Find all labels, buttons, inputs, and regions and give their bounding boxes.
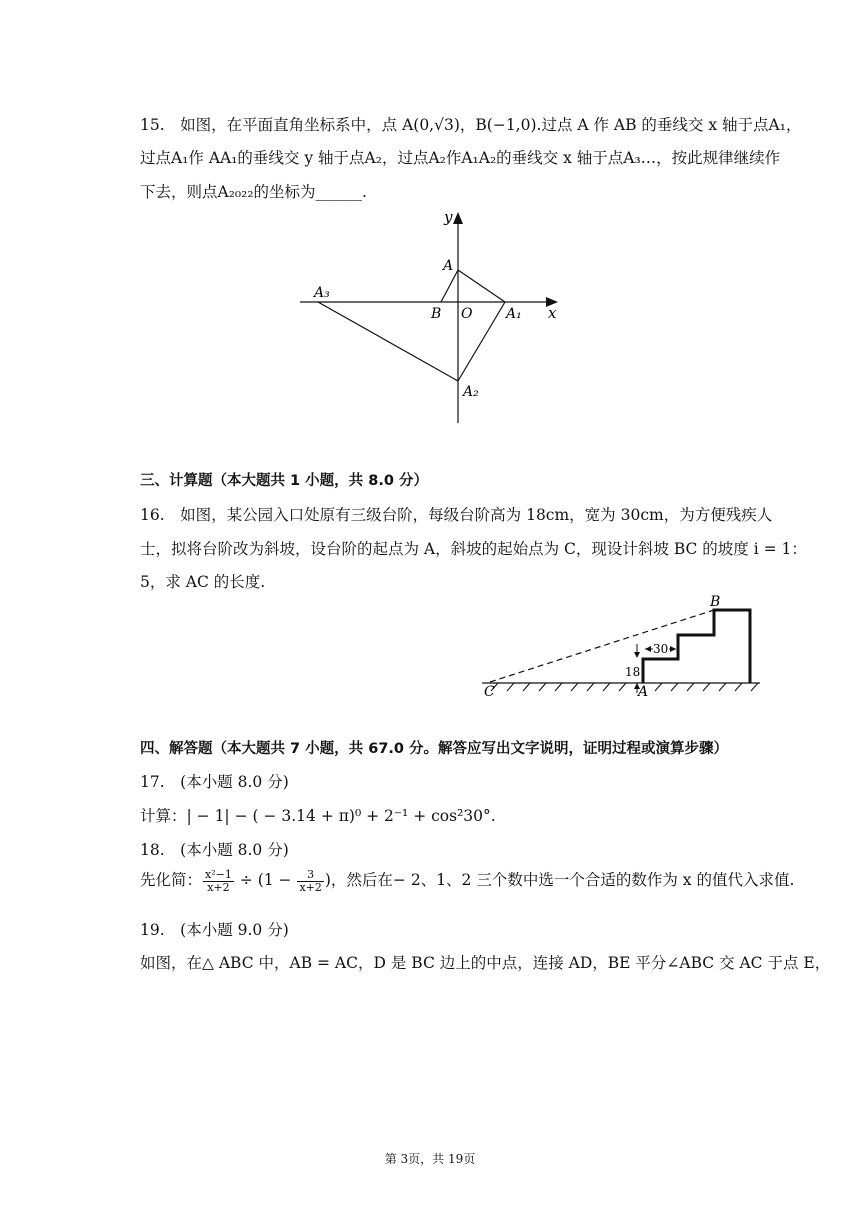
ground-hatching [491, 683, 758, 691]
q18-head: 18. (本小题 8.0 分) [140, 841, 289, 859]
q16-line-3: 5，求 AC 的长度. [140, 573, 266, 591]
page-footer: 第 3页，共 19页 [384, 1152, 476, 1166]
label-c16: C [484, 684, 495, 700]
label-o: O [461, 306, 473, 322]
q18-fraction-1: $\frac{\text{x²−1}}{x+2}$ [205, 867, 232, 894]
path-a-b-a1 [441, 270, 505, 302]
label-a: A [443, 258, 454, 274]
q17-head: 17. (本小题 8.0 分) [140, 773, 289, 791]
label-a16: A [638, 684, 649, 700]
y-axis-arrow [453, 212, 463, 224]
label-b: B [431, 306, 442, 322]
q16-stairs-figure [0, 592, 860, 702]
width-label: 30 [653, 642, 669, 656]
q18-body [140, 868, 794, 894]
q18-mid: ÷ (1 − [234, 871, 297, 889]
label-a3: A₃ [314, 285, 330, 301]
slope-bc [490, 610, 714, 682]
section-3-title: 三、计算题（本大题共 1 小题，共 8.0 分） [140, 473, 428, 489]
q18-suffix: )，然后在− 2、1、2 三个数中选一个合适的数作为 x 的值代入求值. [324, 871, 795, 889]
q15-coordinate-figure [0, 200, 860, 430]
q19-body: 如图，在△ ABC 中，AB = AC，D 是 BC 边上的中点，连接 AD，BE 平分∠ABC 交 AC 于点 E， [140, 954, 831, 972]
q15-line-3: 下去，则点A₂₀₂₂的坐标为______. [140, 183, 367, 201]
q15-line-1: 15. 如图，在平面直角坐标系中，点 A(0,√3)，B(−1,0).过点 A 作 AB 的垂线交 x 轴于点A₁， [140, 116, 802, 134]
section-4-title: 四、解答题（本大题共 7 小题，共 67.0 分。解答应写出文字说明，证明过程或演算步骤） [140, 741, 729, 757]
label-a2: A₂ [463, 384, 479, 400]
q18-fraction-2: $\frac{3}{x+2}$ [299, 867, 322, 894]
label-b16: B [710, 594, 721, 610]
q17-body: 计算：| − 1| − ( − 3.14 + π)⁰ + 2⁻¹ + cos²30°. [140, 807, 496, 825]
height-label: 18 [625, 665, 641, 679]
q16-line-2: 士，拟将台阶改为斜坡，设台阶的起点为 A，斜坡的起始点为 C，现设计斜坡 BC 的坡度 i = 1： [140, 540, 807, 558]
label-a1: A₁ [506, 306, 522, 322]
q18-prefix: 先化简： [140, 871, 203, 889]
label-y: y [444, 208, 453, 226]
q16-line-1: 16. 如图，某公园入口处原有三级台阶，每级台阶高为 18cm，宽为 30cm，为方便残疾人 [140, 506, 773, 524]
label-x: x [548, 304, 557, 322]
q15-line-2: 过点A₁作 AA₁的垂线交 y 轴于点A₂，过点A₂作A₁A₂的垂线交 x 轴于点A₃…，按此规律继续作 [140, 149, 781, 167]
q19-head: 19. (本小题 9.0 分) [140, 921, 289, 939]
